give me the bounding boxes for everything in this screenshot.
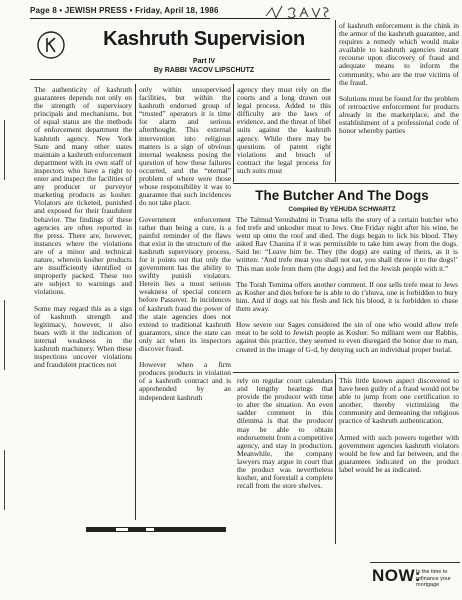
margin-mark — [4, 120, 11, 180]
column-rule — [335, 374, 336, 544]
kashruth-symbol-icon — [36, 30, 66, 60]
ad-rule — [370, 562, 460, 563]
article-column-3: agency they must rely on the courts and a long drawn out legal process. Added to this difficulty are the laws of evidence, and the threat of libel suits against the kashruth agency. While there may be questions of patent right violations and breach of contract the legal process for such suits must — [237, 86, 331, 175]
masthead-rule — [30, 18, 330, 19]
box-rule — [233, 183, 459, 184]
cut-off-ad-strip — [86, 525, 226, 533]
handwritten-note — [262, 2, 332, 24]
column-rule — [135, 84, 136, 520]
article-title: Kashruth Supervision — [103, 28, 305, 50]
article-column-1: The authenticity of kashruth guarantees depends not only on the strength of supervisory principals and mechanisms, but of equal status are the methods of enforcement department the kashruth agency. New York State and many other states maintain a kashruth enforcement department with its own staff of inspectors who have a right to enter and inspect the facilities of any producer or purveyor marketing products as kosher. Violators are ticketed, punished and exposed for their fraudulent behavior. The findings of these agencies are often reported in the press. There are, however, instances where the violations are of a minor and technical nature, wherein kosher products are insufficiently identified or improperly packed. These too are subject to warnings and violations. Some may regard this as a sign of kashruth strength and legitimacy, however, it also bears with it the indication of internal weakness in the kashruth machinery. When these inspections uncover violations and fraudulent practices not — [34, 86, 132, 370]
article-column-4-bottom: This little known aspect discovered to have been guilty of a fraud would not be able to jump from one certification to another, thereby victimizing the community and demeaning the religious practice of kashruth authentication. Armed with such powers together with government agencies kashruth violators would be few and far between, and the guarantees indicated on the product label would be as indicated. — [339, 377, 459, 475]
article-part: Part IV — [192, 58, 216, 65]
page-masthead: Page 8 • JEWISH PRESS • Friday, April 18, 1986 — [30, 6, 219, 15]
sidebar-article-byline: Compiled By YEHUDA SCHWARTZ — [288, 206, 396, 213]
heading-rule — [30, 79, 330, 80]
margin-mark — [4, 300, 11, 370]
article-column-3-bottom: rely on regular court calendars and lengthy hearings that provide the producer with time to alter the situation. An even sadder comment in this dilemma is that the producer may be able to obtain endorsement from a competitive agency, and stay in production. Meanwhile, the company lawyers may argue in court that the product was nevertheless kosher, and forestall a complete recall from the store shelves. — [237, 377, 333, 491]
article-byline: By RABBI YACOV LIPSCHUTZ — [153, 67, 255, 74]
sidebar-article-title: The Butcher And The Dogs — [255, 188, 429, 203]
ad-headline: NOW: — [372, 566, 421, 585]
article-column-2: only within unsupervised facilities, but within the kashruth endorsed group of “trusted” operators it is time for alarm and serious afterthought. This external intervention into religious matters is a sign of obvious internal weakness posing the question of how these failures occurred, and the “eternal” problem of where were those whose responsibility it was to guarantee that such incidences do not take place. Government enforcement rather than being a cure, is a painful reminder of the flaws that exist in the structure of the kashruth supervisory process, for it points out that only the government has the ability to swiftly punish violators. Herein lies a most serious weakness of special concern before Passover. In incidences of kashruth fraud the power of the state agencies does not extend to traditional kashruth guarantors, since the state can only act when its inspectors discover fraud. However when a firm produces products in violation of a kashruth contract and is apprehended by an independent kashruth — [139, 86, 231, 402]
column-rule — [335, 20, 336, 182]
ad-tagline: Is the time to refinance your mortgage — [416, 569, 451, 588]
article-column-4-top: of kashruth enforcement is the chink in the armor of the kashruth guarantee, and requires a remedy which would make available to kashruth agencies instant recourse upon discovery of fraud and adequate means to inform the community, who are the true victims of the fraud. Solutions must be found for the problem of retroactive enforcement for products already in the marketplace, and the establishment of a professional code of honor whereby parties — [339, 22, 459, 136]
column-rule — [233, 84, 234, 182]
margin-mark — [4, 450, 11, 510]
box-rule — [233, 372, 459, 373]
sidebar-article-body: The Talmud Yerushalmi in Truma tells the story of a certain butcher who fed trefe and unkosher meat to Jews. One Friday night after his wine, he went up onto the roof and died. The dogs began to lick his blood. They asked Rav Chanina if it was permissible to take him away from the dogs. Said he: “Leave him be. They (the dogs) are eating of theirs, as it is written: ‘And trefe meat you shall not eat, you shall throw it to the dogs!’ This man stole from them (the dogs) and fed the Jewish people with it.” The Torah Temima offers another comment. If one sells trefe meat to Jews as Kosher and dies before he is able to do t’shuva, one is forbidden to bury him. And if dogs eat his flesh and lick his blood, it is forbidden to chase them away. How severe our Sages considered the sin of one who would allow trefe meat to be sold to Jewish people as Kosher. So militant were our Rabbis, against this practice, they seemed to even disregard the honor due to man, created in the image of G-d, by denying such an individual proper burial. — [236, 216, 458, 354]
